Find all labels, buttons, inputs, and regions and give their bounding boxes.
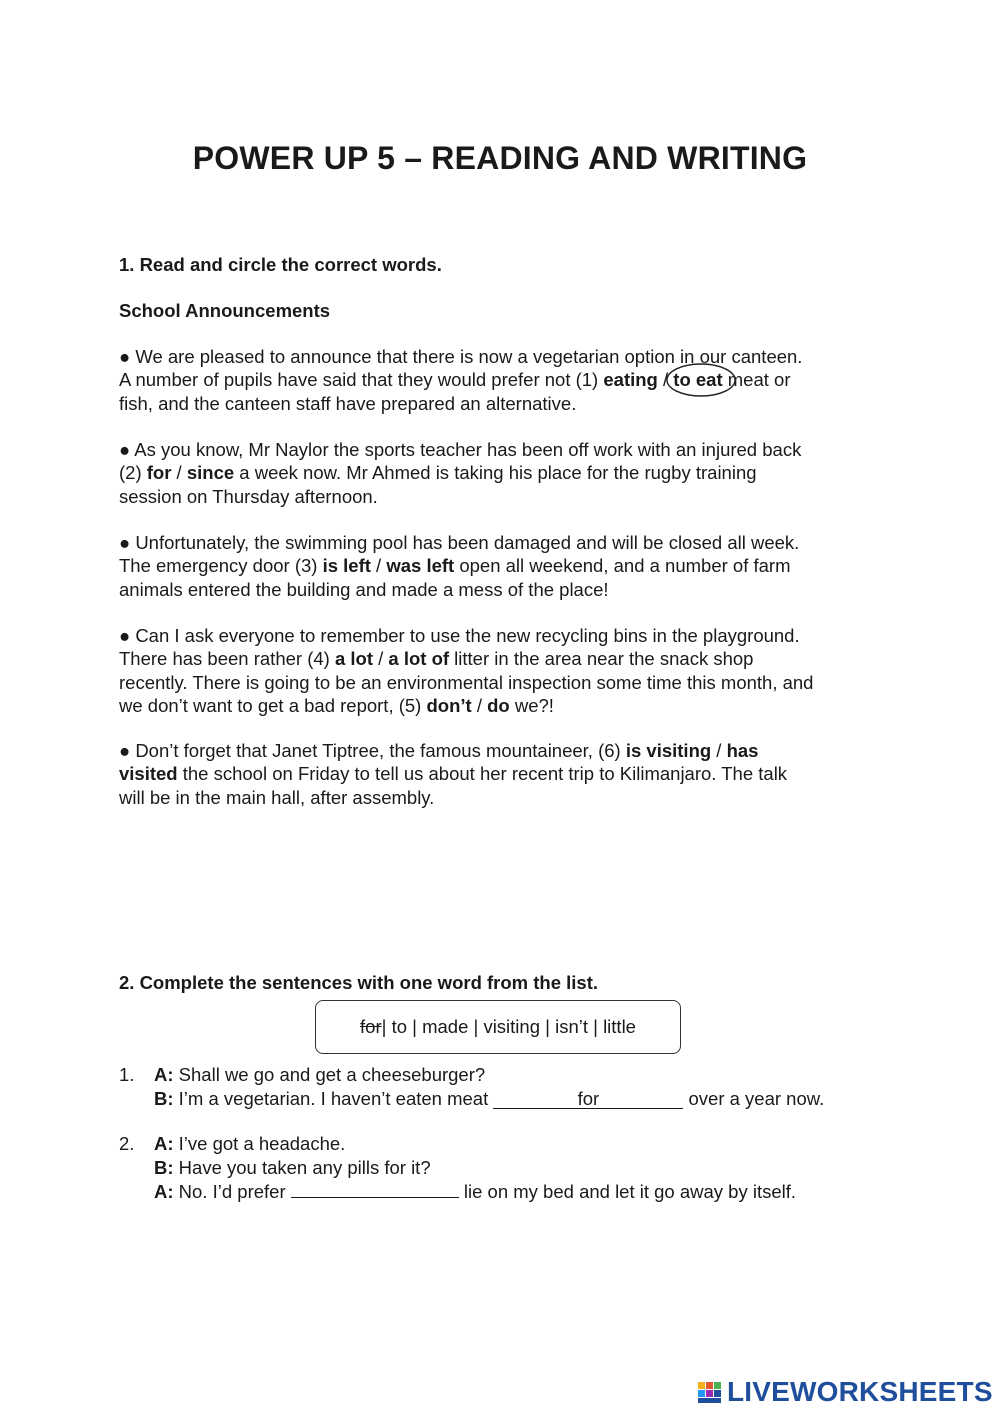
answer-circle <box>664 361 738 399</box>
option-2b[interactable]: since <box>186 462 235 484</box>
dialogue-line-b: B: Have you taken any pills for it? <box>154 1156 431 1178</box>
announcement-1 <box>119 345 889 415</box>
announcement-4-line-4: we don’t want to get a bad report, (5) don’t / do we?! <box>119 694 554 716</box>
word-list-box <box>315 1000 681 1054</box>
liveworksheets-brand-text: LIVEWORKSHEETS <box>727 1376 993 1407</box>
announcement-2-line-2: (2) for / since a week now. Mr Ahmed is taking his place for the rugby training <box>119 462 757 484</box>
announcement-3 <box>119 531 889 601</box>
page-title: POWER UP 5 – READING AND WRITING <box>192 140 808 176</box>
announcement-4-line-1: ● Can I ask everyone to remember to use the new recycling bins in the playground. <box>119 625 800 646</box>
announcement-4-line-2: There has been rather (4) a lot / a lot of litter in the area near the snack shop <box>119 648 754 670</box>
announcement-3-line-2: The emergency door (3) is left / was left open all weekend, and a number of farm <box>119 555 791 577</box>
section-2-heading: 2. Complete the sentences with one word from the list. <box>119 972 599 993</box>
word-list-crossed-word: for <box>360 1016 382 1037</box>
announcement-5-line-1: ● Don’t forget that Janet Tiptree, the famous mountaineer, (6) is visiting / has <box>119 740 759 761</box>
option-1b-circled[interactable]: to eat <box>673 368 722 391</box>
option-2a[interactable]: for <box>146 462 172 484</box>
dialogue-line-a: A: I’ve got a headache. <box>154 1133 346 1154</box>
option-6a[interactable]: is visiting <box>625 740 712 761</box>
announcement-1-line-2: A number of pupils have said that they would prefer not (1) eating / to eat meat or <box>119 368 889 391</box>
announcement-2-line-3: session on Thursday afternoon. <box>119 485 378 507</box>
option-6b-part-2[interactable]: visited <box>119 763 178 785</box>
option-1a[interactable]: eating <box>603 369 658 391</box>
option-5a[interactable]: don’t <box>426 694 472 716</box>
exercise-item-1 <box>119 1063 919 1113</box>
announcement-3-line-3: animals entered the building and made a mess of the place! <box>119 578 609 600</box>
announcement-2-line-1: ● As you know, Mr Naylor the sports teacher has been off work with an injured back <box>119 439 802 460</box>
announcement-5-line-3: will be in the main hall, after assembly. <box>119 786 435 808</box>
section-1-subheading: School Announcements <box>119 300 331 321</box>
option-3b[interactable]: was left <box>386 555 455 577</box>
dialogue-line-c: A: No. I’d prefer lie on my bed and let it go away by itself. <box>154 1181 797 1202</box>
announcement-4 <box>119 624 889 717</box>
item-number: 1. <box>119 1064 135 1085</box>
answer-blank-2[interactable] <box>291 1179 459 1198</box>
option-4a[interactable]: a lot <box>334 648 373 670</box>
dialogue-line-a: A: Shall we go and get a cheeseburger? <box>154 1064 486 1085</box>
option-3a[interactable]: is left <box>322 555 371 577</box>
section-1-heading: 1. Read and circle the correct words. <box>119 254 442 275</box>
item-number: 2. <box>119 1133 135 1154</box>
announcement-5-line-2: visited the school on Friday to tell us about her recent trip to Kilimanjaro. The talk <box>119 763 788 785</box>
liveworksheets-logo-icon <box>697 1379 723 1405</box>
answer-blank-1[interactable]: for <box>493 1090 683 1109</box>
announcement-4-line-3: recently. There is going to be an environmental inspection some time this month, and <box>119 671 814 693</box>
announcement-1-line-1: ● We are pleased to announce that there is now a vegetarian option in our canteen. <box>119 346 803 367</box>
announcement-2 <box>119 438 889 508</box>
announcement-1-line-3: fish, and the canteen staff have prepared an alternative. <box>119 392 577 414</box>
announcement-3-line-1: ● Unfortunately, the swimming pool has been damaged and will be closed all week. <box>119 532 800 553</box>
option-5b[interactable]: do <box>487 694 510 716</box>
exercise-item-2 <box>119 1132 919 1206</box>
option-4b[interactable]: a lot of <box>388 648 450 670</box>
dialogue-line-b: B: I’m a vegetarian. I haven’t eaten meat for over a year now. <box>154 1087 825 1109</box>
liveworksheets-logo <box>697 1377 993 1407</box>
option-6b-part-1[interactable]: has <box>726 740 759 761</box>
word-list-remaining: | to | made | visiting | isn’t | little <box>381 1016 636 1037</box>
announcement-5 <box>119 739 889 809</box>
